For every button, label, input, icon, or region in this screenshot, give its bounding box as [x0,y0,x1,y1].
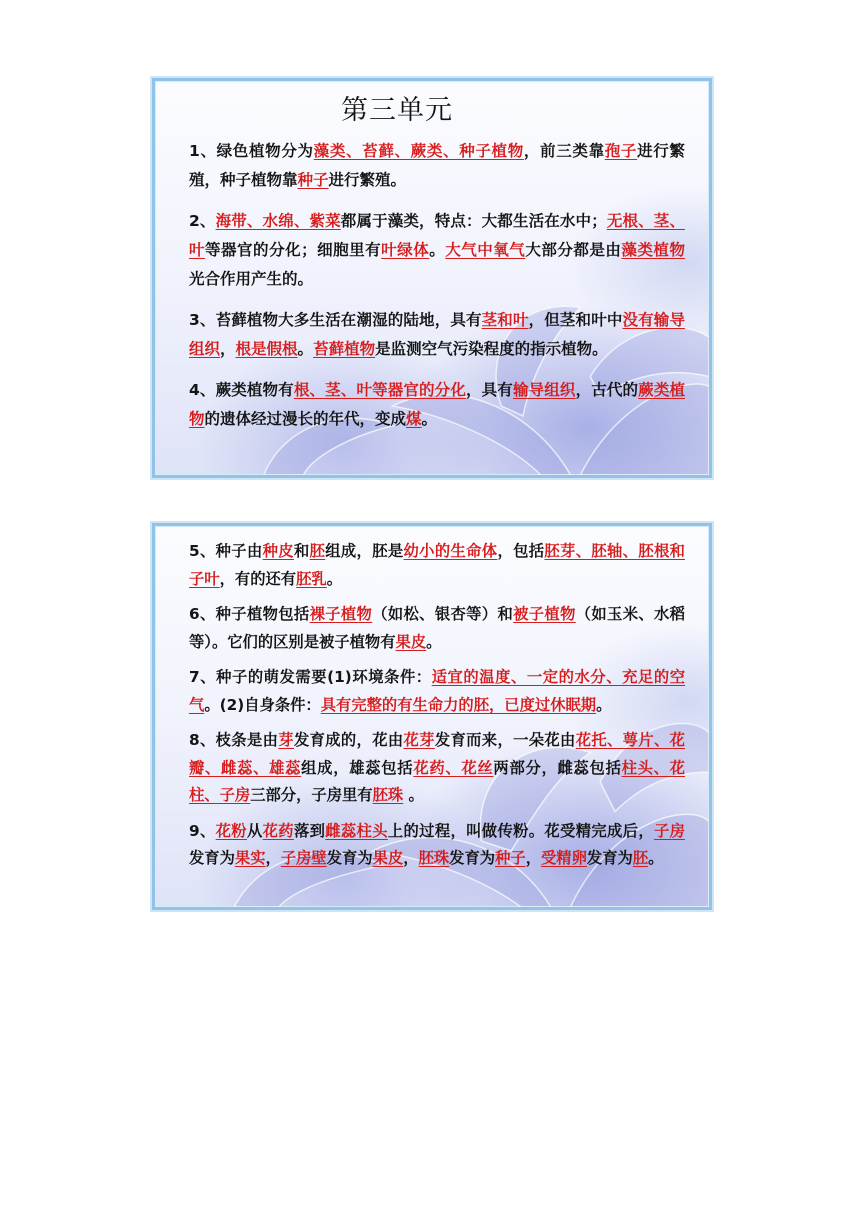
text-segment: 2、 [189,212,216,230]
key-term: 海带、水绵、紫菜 [215,212,341,230]
text-segment: 。 [596,695,612,714]
key-term: 具有完整的有生命力的胚，已度过休眠期 [320,695,597,714]
text-segment: 发育而来，一朵花由 [434,731,576,749]
text-segment: ， [220,340,236,358]
key-term: 藻类、苔藓、蕨类、种子植物 [313,142,524,160]
text-segment: ，有的还有 [219,569,297,588]
text-segment: ，前三类靠 [523,142,605,160]
key-term: 根是假根 [235,340,298,358]
text-segment: ， [525,849,541,867]
note-paragraph-6 [189,601,685,656]
text-segment: 。(2)自身条件： [204,695,321,714]
key-term: 果皮 [395,632,427,651]
note-paragraph-2 [189,207,685,294]
key-term: 无根、茎、叶 [189,212,685,259]
key-term: 受精卵 [541,849,587,867]
key-term: 花药 [262,821,294,840]
text-segment: 8、枝条是由 [189,731,279,749]
text-segment: 发育为 [189,849,235,867]
text-segment: ，古代的 [575,381,639,399]
text-segment: （如玉米、水稻等）。它们的区别是被子植物有 [189,605,685,651]
text-segment: 落到 [293,821,326,840]
text-segment: 。 [326,569,343,588]
key-term: 芽 [278,731,294,749]
key-term: 藻类植物 [621,241,685,259]
text-segment: 的遗体经过漫长的年代，变成 [204,410,407,428]
key-term: 种子 [297,171,329,189]
text-segment: 。 [648,849,664,867]
key-term: 花托、萼片、花瓣、雌蕊、雄蕊 [189,731,685,777]
text-segment: 。 [403,786,424,804]
text-segment: 。 [421,410,438,428]
note-paragraph-5 [189,538,685,593]
note-paragraph-9 [189,818,685,873]
text-segment: 9、 [189,821,216,840]
key-term: 蕨类植物 [189,381,685,428]
text-segment: ， [403,849,419,867]
text-segment: 。 [426,632,442,651]
text-segment: 。 [297,340,314,358]
text-segment: 4、蕨类植物有 [189,381,294,399]
key-term: 根、茎、叶等器官的分化 [293,381,466,399]
note-card-2 [152,523,712,910]
key-term: 花芽 [403,731,435,749]
text-segment: 。 [429,241,446,259]
note-paragraph-7 [189,664,685,719]
key-term: 裸子植物 [309,605,373,623]
note-paragraph-3 [189,306,685,364]
text-segment: 3、苔藓植物大多生活在潮湿的陆地，具有 [189,311,482,329]
text-segment: （如松、银杏等）和 [372,605,514,623]
text-segment: 1、绿色植物分为 [189,142,314,160]
key-term: 花药、花丝 [413,758,494,777]
key-term: 大气中氧气 [445,241,526,259]
key-term: 适宜的温度、一定的水分、充足的空气 [189,668,685,714]
text-segment: 都属于藻类，特点：大都生活在水中； [340,212,607,230]
note-paragraph-8 [189,727,685,810]
key-term: 胚珠 [372,786,404,804]
key-term: 果实 [234,849,266,867]
key-term: 子房 [653,821,685,840]
key-term: 胚芽、胚轴、胚根和子叶 [189,542,685,588]
key-term: 叶绿体 [381,241,430,259]
text-segment: ，但茎和叶中 [528,311,623,329]
key-term: 子房壁 [280,849,327,867]
text-segment: 组成，雄蕊包括 [301,758,414,777]
text-segment: 大部分都是由 [525,241,622,259]
key-term: 花粉 [215,821,247,840]
key-term: 胚 [309,542,326,560]
key-term: 孢子 [604,142,638,160]
text-segment: 5、种子由 [189,542,263,560]
text-segment: 组成，胚是 [325,542,404,560]
key-term: 果皮 [372,849,404,867]
note-paragraph-1 [189,137,685,195]
key-term: 输导组织 [512,381,576,399]
text-segment: 6、种子植物包括 [189,605,310,623]
text-segment: 是监测空气污染程度的指示植物。 [375,340,608,358]
text-segment: 三部分，子房里有 [250,786,373,804]
key-term: 茎和叶 [481,311,529,329]
text-segment: ，包括 [497,542,545,560]
text-segment: 发育为 [449,849,496,867]
text-segment: 7、种子的萌发需要(1)环境条件： [189,668,432,686]
text-segment: 两部分，雌蕊包括 [493,758,622,777]
text-segment: 从 [246,821,263,840]
text-segment: 发育为 [586,849,633,867]
text-segment: ， [265,849,281,867]
key-term: 幼小的生命体 [403,542,498,560]
key-term: 没有输导组织 [189,311,685,358]
text-segment: 等器官的分化；细胞里有 [205,241,382,259]
text-segment: ，具有 [466,381,513,399]
text-segment: 发育成的，花由 [293,731,404,749]
key-term: 胚乳 [296,569,327,588]
key-term: 种子 [495,849,526,867]
key-term: 种皮 [262,542,294,560]
key-term: 煤 [406,410,422,428]
text-segment: 进行繁殖，种子植物靠 [189,142,685,189]
text-segment: 进行繁殖。 [328,171,407,189]
key-term: 被子植物 [513,605,576,623]
text-segment: 光合作用产生的。 [189,270,314,288]
note-card-1 [152,78,712,478]
text-segment: 上的过程，叫做传粉。花受精完成后， [387,821,654,840]
unit-title: 第三单元 [341,95,453,126]
key-term: 苔藓植物 [313,340,376,358]
text-segment: 发育为 [326,849,373,867]
key-term: 胚 [632,849,649,867]
key-term: 雌蕊柱头 [325,821,388,840]
key-term: 柱头、花柱、子房 [189,758,685,804]
note-paragraph-4 [189,376,685,434]
key-term: 胚珠 [418,849,450,867]
text-segment: 和 [293,542,310,560]
